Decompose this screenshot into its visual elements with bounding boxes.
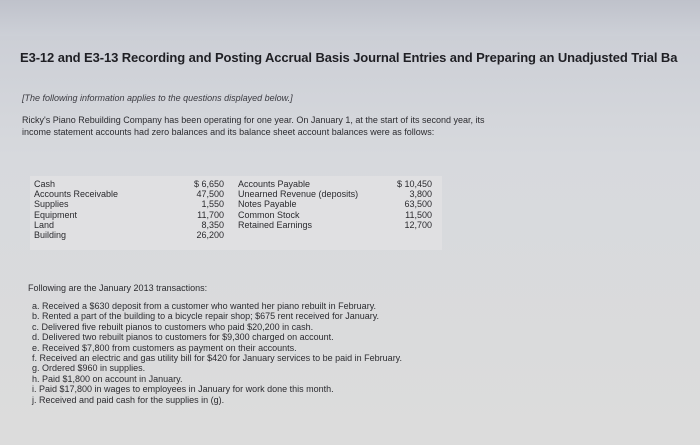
list-item: i. Paid $17,800 in wages to employees in January for work done this month. (32, 384, 334, 395)
list-item: e. Received $7,800 from customers as payment on their accounts. (32, 342, 297, 353)
list-item: h. Paid $1,800 on account in January. (32, 373, 183, 384)
account-amount: 3,800 (409, 189, 432, 200)
account-amount: 11,700 (197, 209, 224, 220)
account-name: Supplies (34, 199, 69, 210)
list-item: a. Received a $630 deposit from a customer who wanted her piano rebuilt in February. (32, 301, 377, 311)
list-item: b. Rented a part of the building to a bicycle repair shop; $675 rent received for January. (32, 311, 380, 322)
account-amount: 26,200 (196, 230, 224, 241)
list-item: f. Received an electric and gas utility bill for $420 for January services to be paid in February. (32, 353, 403, 364)
left-account-names (34, 179, 118, 240)
transactions-heading: Following are the January 2013 transactions: (28, 283, 208, 293)
account-name: Cash (34, 179, 56, 189)
account-name: Notes Payable (238, 199, 297, 210)
list-item: c. Delivered five rebuilt pianos to customers who paid $20,200 in cash. (32, 321, 314, 332)
transactions-list (32, 301, 512, 405)
account-amount: 12,700 (404, 219, 432, 230)
intro-paragraph: Ricky's Piano Rebuilding Company has been operating for one year. On January 1, at the start of its second year, its income statement accounts had zero balances and its balance sheet account balances were as follows: (22, 115, 485, 137)
balance-table (30, 176, 442, 250)
list-item: j. Received and paid cash for the supplies in (g). (32, 394, 225, 405)
account-name: Accounts Receivable (34, 189, 119, 200)
right-amounts (340, 179, 432, 230)
account-amount: $ 6,650 (193, 179, 224, 189)
account-amount: $ 10,450 (396, 179, 432, 189)
account-amount: 63,500 (404, 199, 432, 210)
account-name: Land (34, 219, 55, 230)
info-note: [The following information applies to the questions displayed below.] (22, 93, 293, 103)
left-amounts (142, 179, 224, 240)
list-item: g. Ordered $960 in supplies. (32, 363, 146, 374)
page-title: E3-12 and E3-13 Recording and Posting Accrual Basis Journal Entries and Preparing an Unadjusted Trial Ba (20, 50, 678, 65)
account-name: Building (34, 230, 67, 241)
account-name: Accounts Payable (238, 179, 311, 189)
account-amount: 8,350 (201, 219, 224, 230)
account-amount: 1,550 (201, 199, 224, 210)
account-name: Equipment (34, 209, 78, 220)
account-name: Unearned Revenue (deposits) (238, 189, 359, 200)
account-name: Retained Earnings (238, 219, 313, 230)
top-band (0, 0, 700, 36)
account-name: Common Stock (238, 209, 300, 220)
account-amount: 47,500 (196, 189, 224, 200)
account-amount: 11,500 (405, 209, 432, 220)
list-item: d. Delivered two rebuilt pianos to customers for $9,300 charged on account. (32, 332, 334, 343)
